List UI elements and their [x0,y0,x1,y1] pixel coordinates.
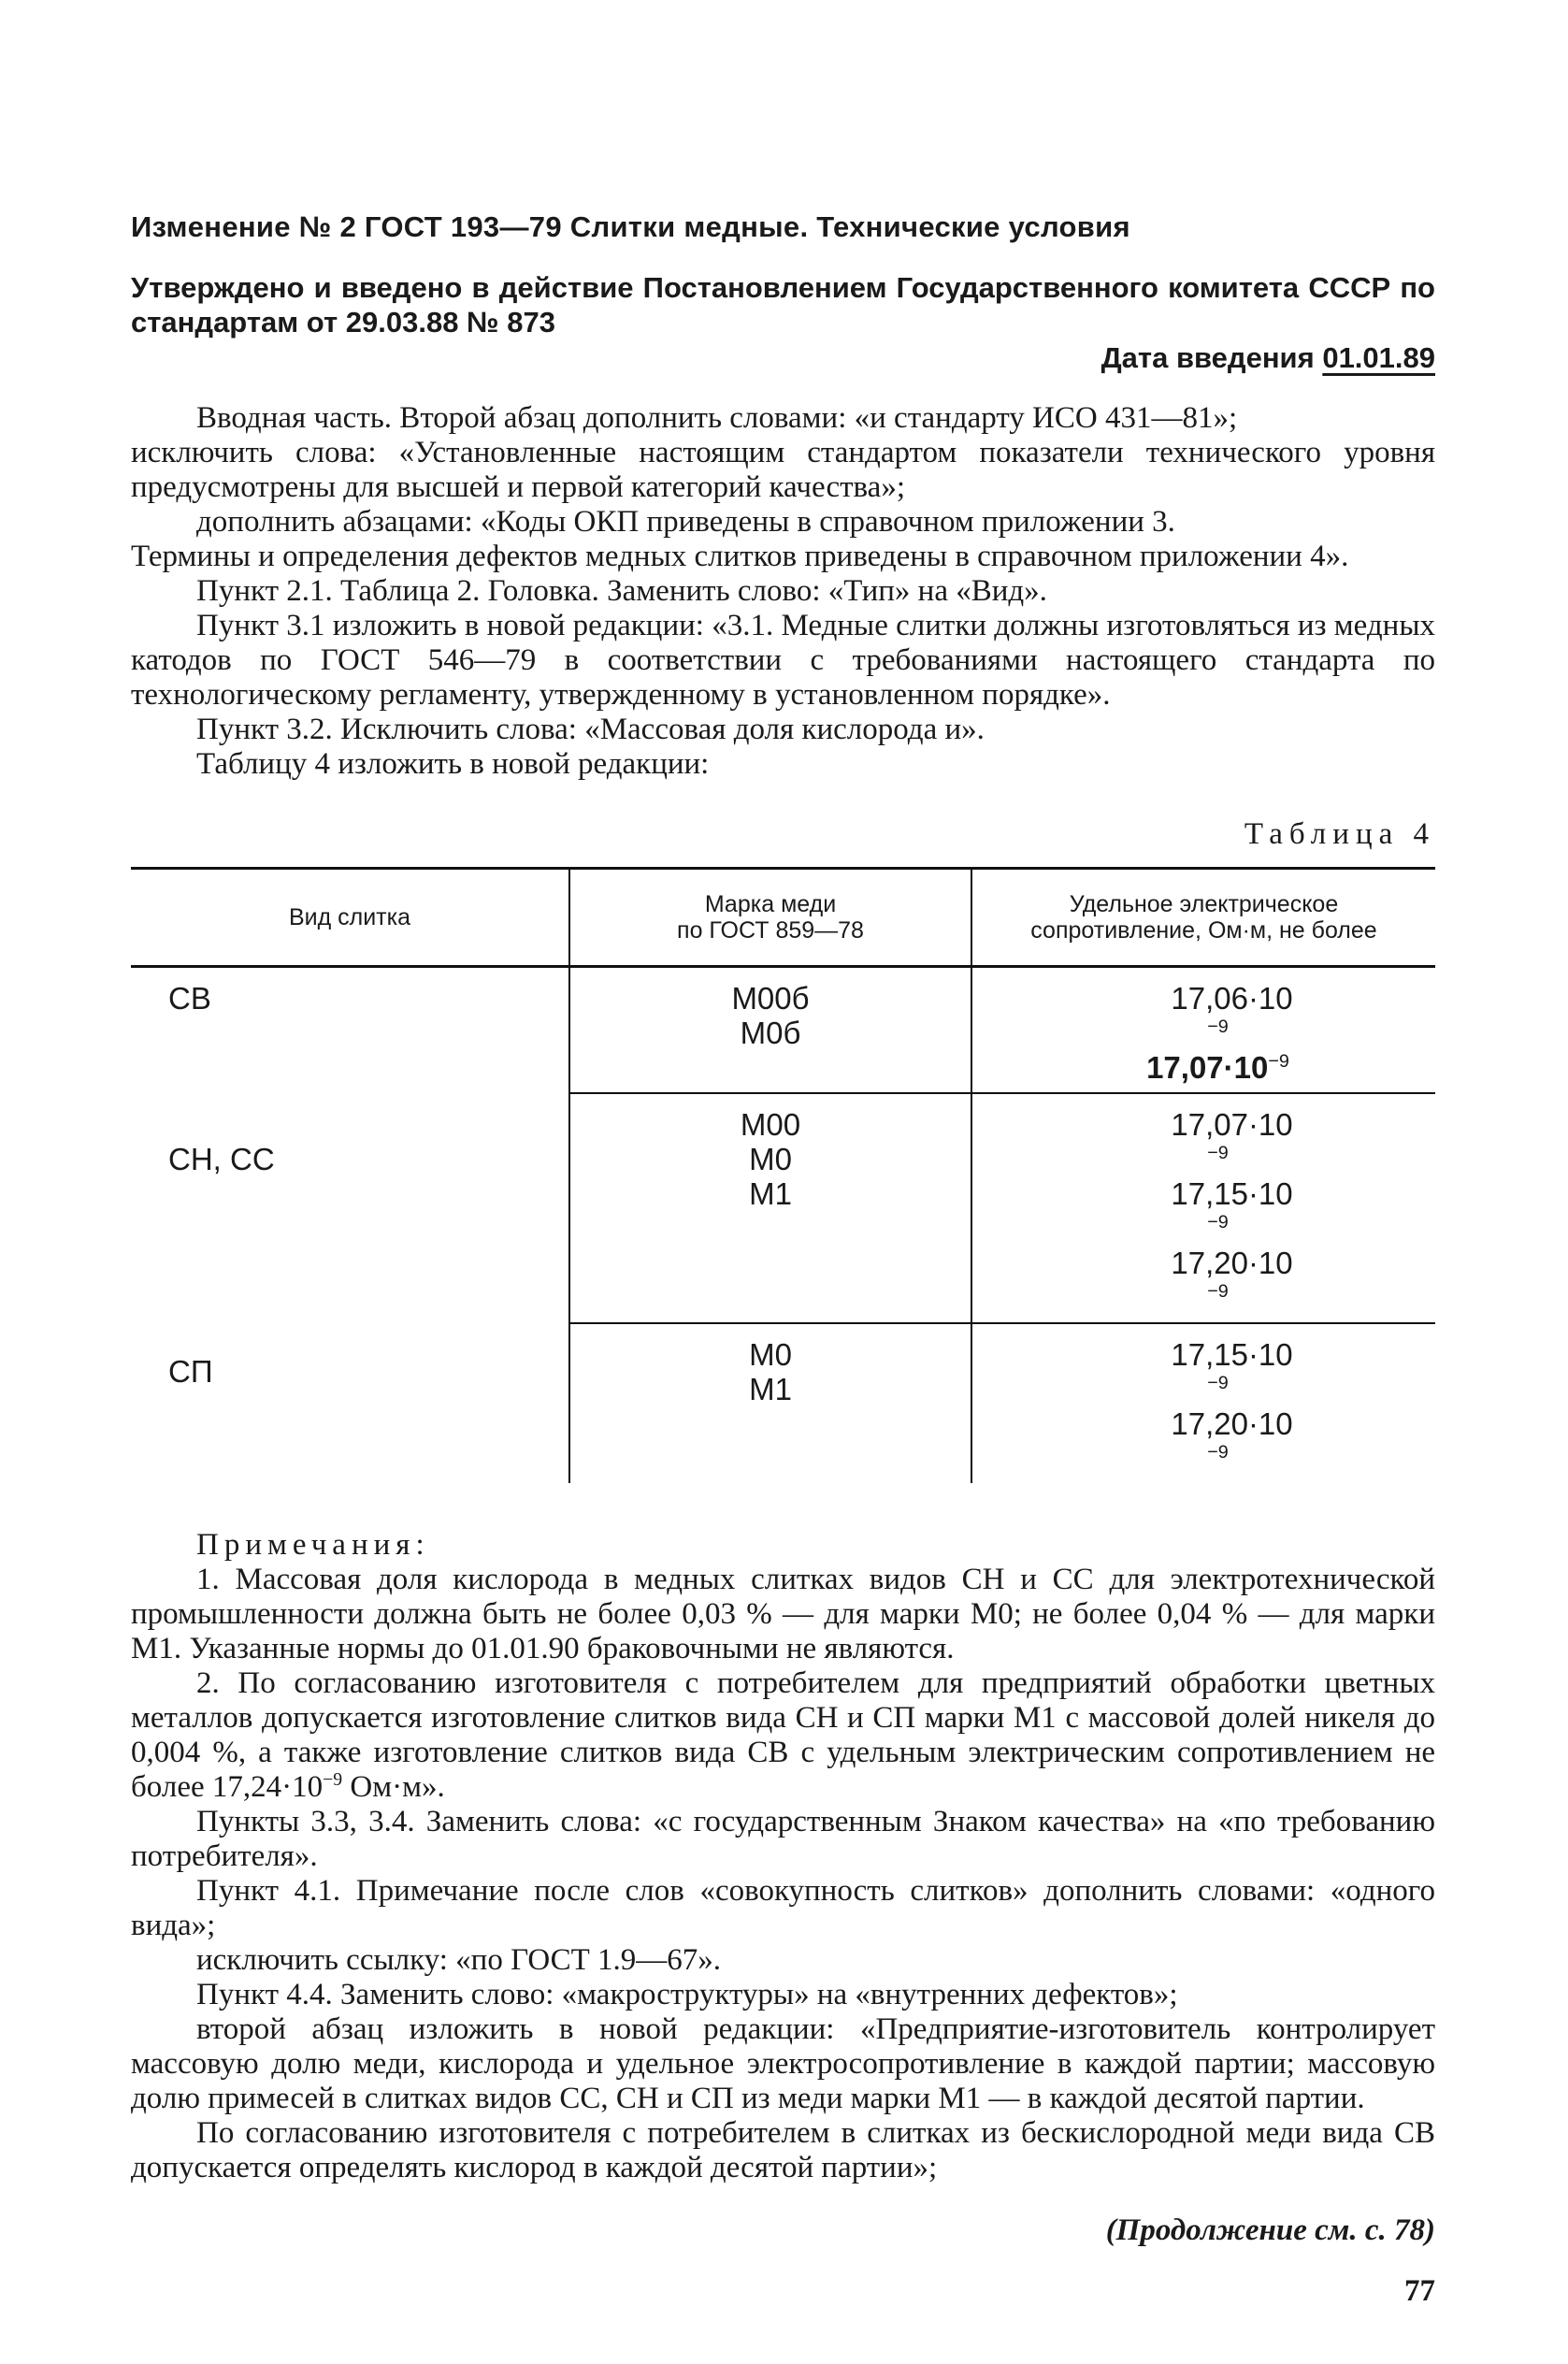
effective-date-value: 01.01.89 [1322,341,1435,374]
paragraph: По согласованию изготовителя с потребителем в слитках из бескислородной меди вида СВ допускается определять кислород в каждой десятой партии»; [131,2116,1435,2184]
paragraph: второй абзац изложить в новой редакции: «Предприятие-изготовитель контролирует массовую долю меди, кислорода и удельное электросопротивление в каждой партии; массовую долю примесей в слитках видов СС, СН и СП из меди марки М1 — в каждой десятой партии. [131,2012,1435,2115]
effective-date-label: Дата введения [1100,341,1315,374]
table-header-row [131,870,1435,968]
table-body [131,968,1435,1483]
paragraph: Пункт 2.1. Таблица 2. Головка. Заменить слово: «Тип» на «Вид». [196,574,1047,608]
paragraph: Термины и определения дефектов медных слитков приведены в справочном приложении 4». [131,540,1349,573]
page-content [131,187,1435,2309]
table-group-sn-ss [131,1094,1435,1322]
note-1: 1. Массовая доля кислорода в медных слитках видов СН и СС для электротехнической промышленности должна быть не более 0,03 % — для марки М0; не более 0,04 % — для марки М1. Указанные нормы до 01.01.90 браковочными не являются. [131,1563,1435,1665]
ingot-type-cell: СН, СС [168,1142,275,1176]
resistivity-value: 17,06·10 $^{-9}$ [1171,981,1293,1037]
header-copper-grade-line2: по ГОСТ 859—78 [677,917,864,944]
grade-value: М0б [740,1016,801,1050]
resistivity-value: 17,15·10 $^{-9}$ [1171,1337,1293,1393]
notes-heading: Примечания: [196,1528,430,1562]
grade-cell [568,1324,971,1483]
resistivity-value: 17,15·10 $^{-9}$ [1171,1176,1293,1232]
paragraph: исключить ссылку: «по ГОСТ 1.9—67». [196,1943,721,1977]
grade-value: М1 [749,1372,792,1406]
header-resistivity-line2: сопротивление, Ом·м, не более [1030,917,1377,944]
resistivity-cell [971,968,1435,1092]
notes-section [131,1528,1435,2185]
amendment-text [131,401,1435,782]
resistivity-value: 17,20·10 $^{-9}$ [1171,1406,1293,1463]
document-title: Изменение № 2 ГОСТ 193—79 Слитки медные. Технические условия [131,210,1130,243]
resistivity-value: 17,20·10 $^{-9}$ [1171,1246,1293,1302]
grade-value: М0 [749,1337,792,1372]
paragraph: исключить слова: «Установленные настоящим стандартом показатели технического уровня предусмотрены для высшей и первой категорий качества»; [131,436,1435,504]
paragraph: Пункты 3.3, 3.4. Заменить слова: «с государственным Знаком качества» на «по требованию потребителя». [131,1805,1435,1873]
page-number: 77 [1404,2274,1435,2308]
resistivity-cell [971,1094,1435,1322]
grade-cell [568,968,971,1092]
table-caption: Таблица 4 [1244,817,1435,851]
grade-value: М00 [740,1107,801,1142]
effective-date [131,339,1435,377]
paragraph: дополнить абзацами: «Коды ОКП приведены в справочном приложении 3. [196,505,1175,539]
paragraph: Вводная часть. Второй абзац дополнить словами: «и стандарту ИСО 431—81»; [196,401,1238,435]
resistivity-cell [971,1324,1435,1483]
ingot-type-cell: СП [168,1354,213,1389]
table-group-sp [131,1324,1435,1483]
header-copper-grade-line1: Марка меди [704,891,837,917]
continued-note: (Продолжение см. с. 78) [1105,2213,1435,2247]
resistivity-value: $17,07\cdot 10^{-9}$ [1146,1050,1289,1085]
header-ingot-type: Вид слитка [288,904,411,930]
table-4 [131,867,1435,1483]
header-resistivity-line1: Удельное электрическое [1069,891,1339,917]
paragraph: Пункт 4.1. Примечание после слов «совокупность слитков» дополнить словами: «одного вида»; [131,1874,1435,1942]
note-2: 2. По согласованию изготовителя с потребителем для предприятий обработки цветных металлов допускается изготовление слитков вида СН и СП марки М1 с массовой долей никеля до 0,004 %, а также изготовление слитков вида СВ с удельным электрическим сопротивлением не более $17,24\cdot 10^{-9}$ Ом·м». [131,1666,1435,1804]
paragraph: Пункт 3.2. Исключить слова: «Массовая доля кислорода и». [196,713,985,746]
header-resistivity [971,870,1435,965]
header-copper-grade [568,870,971,965]
grade-value: М1 [749,1176,792,1211]
paragraph: Таблицу 4 изложить в новой редакции: [196,747,710,781]
table-group-sv [131,968,1435,1092]
paragraph: Пункт 3.1 изложить в новой редакции: «3.1. Медные слитки должны изготовляться из медных катодов по ГОСТ 546—79 в соответствии с требованиями настоящего стандарта по технологическому регламенту, утвержденному в установленном порядке». [131,609,1435,712]
resistivity-value: 17,07·10 $^{-9}$ [1171,1107,1293,1163]
grade-value: М0 [749,1142,792,1176]
paragraph: Пункт 4.4. Заменить слово: «макроструктуры» на «внутренних дефектов»; [196,1978,1178,2011]
grade-cell [568,1094,971,1322]
approval-statement: Утверждено и введено в действие Постановлением Государственного комитета СССР по стандартам от 29.03.88 № 873 [131,271,1435,339]
grade-value: М00б [731,981,810,1016]
ingot-type-cell: СВ [168,981,211,1016]
